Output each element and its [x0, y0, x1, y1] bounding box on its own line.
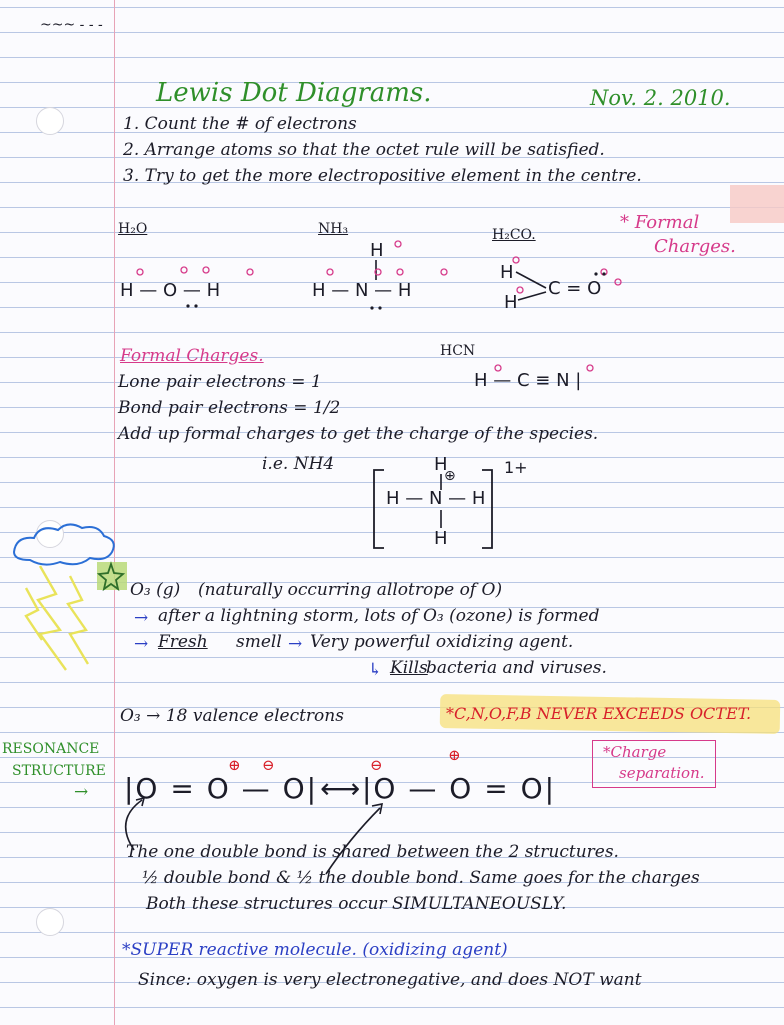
step-2: 2. Arrange atoms so that the octet rule will be satisfied.: [123, 140, 605, 160]
nh3-structure: H — N — H: [312, 280, 412, 301]
lone-pair-rule: Lone pair electrons = 1: [118, 372, 322, 392]
pink-highlight: [730, 185, 784, 223]
o3-label: O₃ (g): [130, 580, 181, 600]
resonance-double-arrow: ⟷: [320, 772, 363, 805]
resonance-right: |O — O = O|: [362, 772, 557, 805]
binder-hole-bottom: [36, 908, 64, 936]
nh4-bottom-h: H: [434, 528, 448, 549]
ie-nh4-label: i.e. NH4: [262, 454, 335, 474]
hcn-structure: H — C ≡ N |: [474, 370, 582, 391]
after-lightning: after a lightning storm, lots of O₃ (ozone) is formed: [158, 606, 600, 626]
nh4-plus: ⊕: [444, 468, 456, 484]
resonance-arrow: →: [74, 782, 89, 802]
bullet-arrow-2: →: [134, 634, 149, 654]
o3-description: (naturally occurring allotrope of O): [198, 580, 503, 600]
nh4-right-bracket: [482, 470, 492, 548]
formal-charges-heading: Formal Charges.: [120, 346, 264, 366]
h2co-top-h: H: [500, 262, 514, 283]
left-minus-charge: ⊖: [262, 756, 275, 774]
charge-note-2: separation.: [619, 764, 705, 782]
hcn-name: HCN: [440, 343, 476, 359]
nh4-top-h: H: [434, 454, 448, 475]
since-note: Since: oxygen is very electronegative, and does NOT want: [138, 970, 642, 990]
smell-label: smell: [236, 632, 282, 652]
fresh-label: Fresh: [158, 632, 208, 652]
green-highlight: [97, 562, 127, 590]
note-line-3: Both these structures occur SIMULTANEOUSLY.: [146, 894, 567, 914]
formal-charges-note: * Formal: [620, 212, 700, 233]
bullet-arrow-4: ↳: [368, 660, 383, 680]
charge-separation-box: [592, 740, 716, 788]
lightning-drawing: [26, 566, 88, 670]
note-line-2: ½ double bond & ½ the double bond. Same goes for the charges: [142, 868, 700, 888]
page-date: Nov. 2. 2010.: [590, 86, 731, 110]
structure-label: STRUCTURE: [12, 763, 106, 779]
binder-hole-middle: [36, 520, 64, 548]
h2co-bottom-h: H: [504, 292, 518, 313]
never-exceeds-octet: *C,N,O,F,B NEVER EXCEEDS OCTET.: [446, 704, 752, 723]
page-title: Lewis Dot Diagrams.: [156, 78, 432, 108]
resonance-left: |O = O — O|: [124, 772, 319, 805]
margin-line: [114, 0, 115, 1025]
right-minus-charge: ⊖: [370, 756, 383, 774]
note-line-1: The one double bond is shared between the 2 structures.: [126, 842, 619, 862]
add-up-rule: Add up formal charges to get the charge of the species.: [118, 424, 599, 444]
nh3-top-h: H: [370, 240, 384, 261]
right-plus-charge: ⊕: [448, 746, 461, 764]
charge-note-1: *Charge: [603, 743, 667, 761]
nh3-name: NH₃: [318, 221, 349, 237]
h2co-structure: C = O: [548, 278, 602, 299]
nh4-row: H — N — H: [386, 488, 486, 509]
h2co-name: H₂CO.: [492, 227, 536, 243]
oxidizing-agent: Very powerful oxidizing agent.: [310, 632, 574, 652]
binder-hole-top: [36, 107, 64, 135]
nh4-charge: 1+: [504, 458, 528, 477]
h2o-name: H₂O: [118, 221, 148, 237]
super-reactive-note: *SUPER reactive molecule. (oxidizing agent): [122, 940, 508, 960]
bond-pair-rule: Bond pair electrons = 1/2: [118, 398, 341, 418]
resonance-label: RESONANCE: [2, 741, 100, 757]
left-plus-charge: ⊕: [228, 756, 241, 774]
h2o-structure: H — O — H: [120, 280, 221, 301]
step-3: 3. Try to get the more electropositive element in the centre.: [123, 166, 642, 186]
nh4-left-bracket: [374, 470, 384, 548]
bullet-arrow-3: →: [288, 634, 303, 654]
kills-label: Kills: [390, 658, 428, 678]
valence-electrons: O₃ → 18 valence electrons: [120, 706, 344, 726]
bullet-arrow-1: →: [134, 608, 149, 628]
step-1: 1. Count the # of electrons: [123, 114, 357, 134]
cloud-drawing: [14, 524, 114, 564]
curved-arrow-right: [326, 808, 380, 874]
formal-charges-note-2: Charges.: [654, 236, 736, 257]
top-scribble: ~~~ - - -: [40, 17, 103, 33]
kills-rest: bacteria and viruses.: [426, 658, 607, 678]
